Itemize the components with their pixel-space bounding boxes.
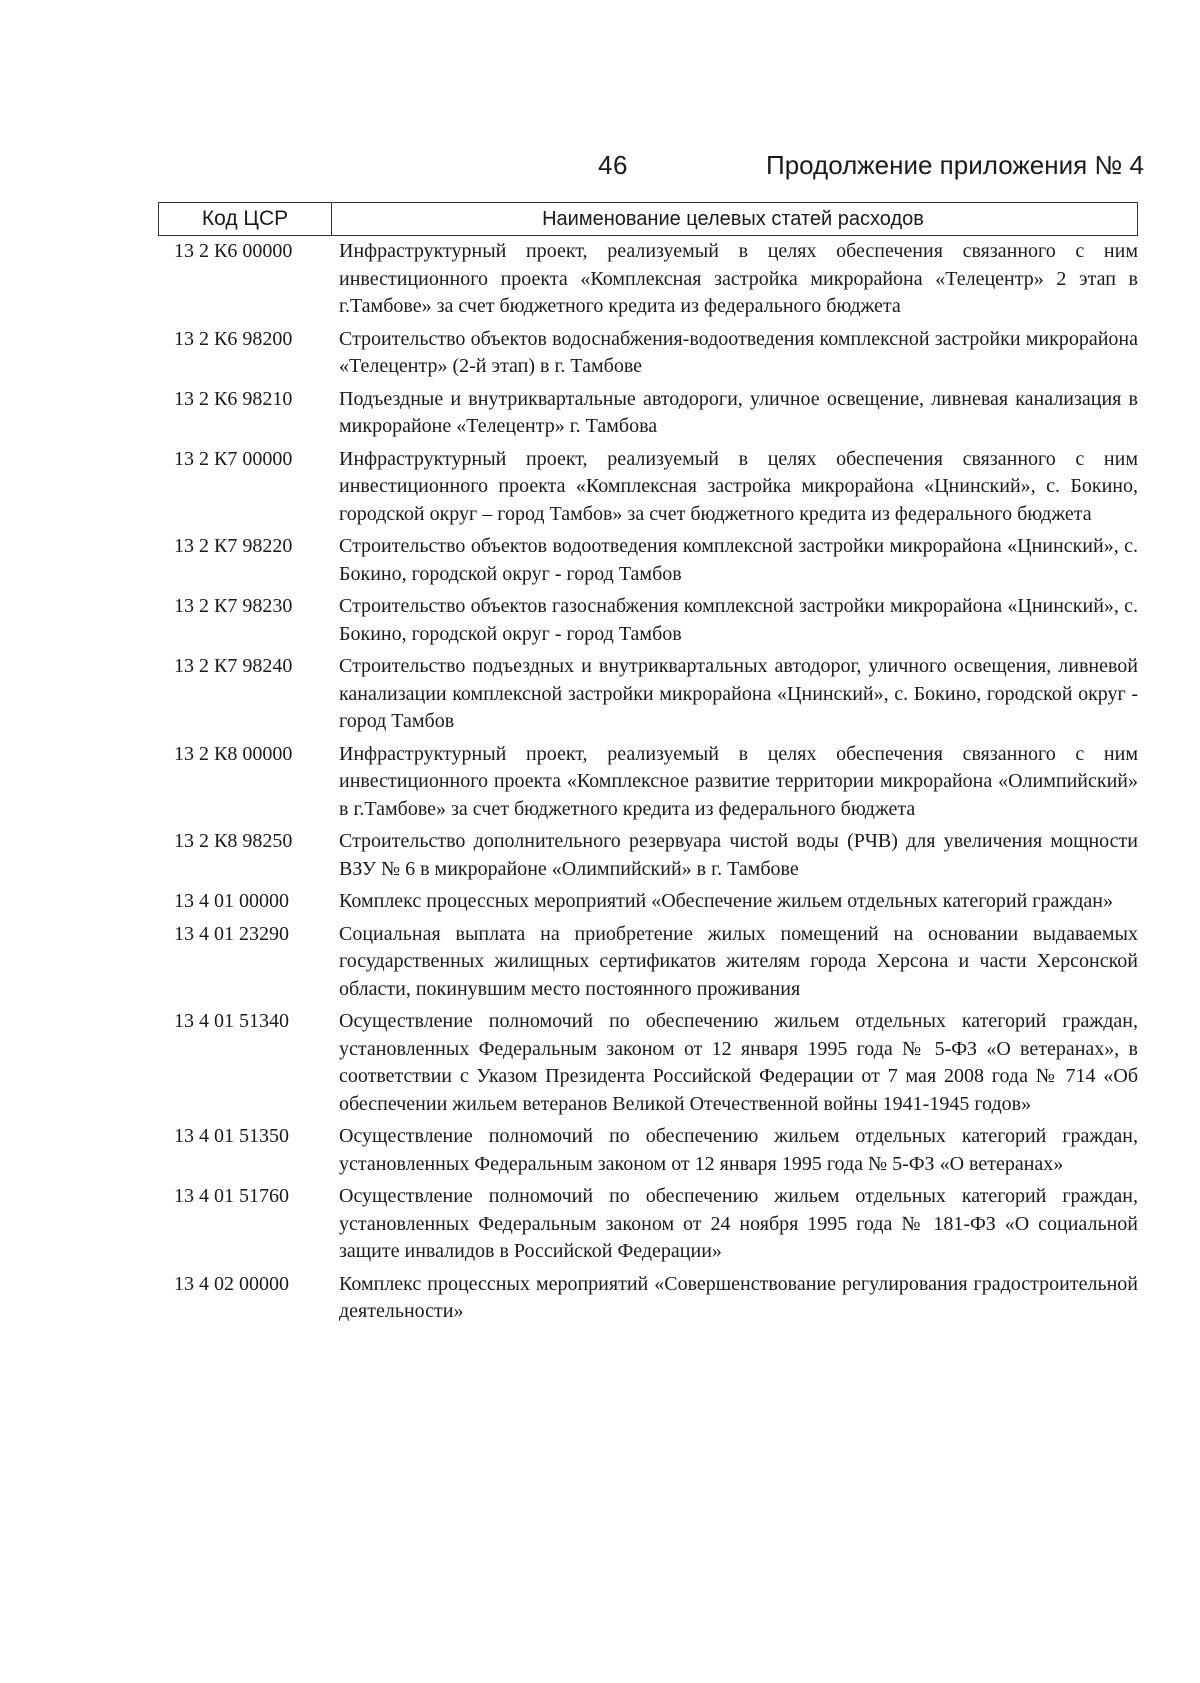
column-header-name: Наименование целевых статей расходов: [542, 208, 924, 230]
row-code: 13 2 К6 98200: [174, 327, 293, 350]
row-code: 13 2 К7 98230: [174, 595, 293, 617]
table-header: [158, 202, 1138, 236]
row-code: 13 2 К6 98210: [174, 387, 293, 410]
appendix-continuation-title: Продолжение приложения № 4: [766, 150, 1144, 180]
row-code: 13 2 К6 00000: [174, 240, 293, 262]
table-row: [174, 533, 1144, 588]
row-name: Инфраструктурный проект, реализуемый в целях обеспечения связанного с ним инвестиционного проекта «Комплексное развитие территории микрорайона «Олимпийский» в г.Тамбове» за счет бюджетного кредита из федерального бюджета: [339, 742, 1138, 820]
row-code: 13 4 01 23290: [174, 922, 289, 945]
row-name: Осуществление полномочий по обеспечению жильем отдельных категорий граждан, установленных Федеральным законом от 12 января 1995 года № 5-ФЗ «О ветеранах»: [339, 1125, 1138, 1175]
row-name: Комплекс процессных мероприятий «Совершенствование регулирования градостроительной деятельности»: [339, 1272, 1138, 1322]
table-row: [174, 921, 1144, 1004]
row-name: Инфраструктурный проект, реализуемый в целях обеспечения связанного с ним инвестиционного проекта «Комплексная застройка микрорайона «Цнинский», с. Бокино, городской округ – город Тамбов» за счет бюджетного кредита из федерального бюджета: [339, 447, 1138, 525]
row-code: 13 4 02 00000: [174, 1272, 289, 1295]
page-number: 46: [598, 150, 628, 180]
table-row: [174, 593, 1144, 648]
table-row: [174, 326, 1144, 381]
row-code: 13 4 01 51340: [174, 1010, 289, 1032]
row-name: Строительство подъездных и внутриквартальных автодорог, уличного освещения, ливневой канализации комплексной застройки микрорайона «Цнинский», с. Бокино, городской округ - город Тамбов: [339, 655, 1138, 732]
row-code: 13 4 01 51760: [174, 1185, 289, 1207]
row-name: Строительство объектов водоотведения комплексной застройки микрорайона «Цнинский», с. Бокино, городской округ - город Тамбов: [339, 535, 1138, 585]
row-name: Осуществление полномочий по обеспечению жильем отдельных категорий граждан, установленных Федеральным законом от 24 ноября 1995 года № 181-ФЗ «О социальной защите инвалидов в Российской Федерации»: [339, 1185, 1138, 1262]
table-row: [174, 1123, 1144, 1178]
row-code: 13 2 К7 98240: [174, 655, 293, 677]
table-row: [174, 653, 1144, 736]
table-row: [174, 1271, 1144, 1326]
row-name: Строительство дополнительного резервуара чистой воды (РЧВ) для увеличения мощности ВЗУ № 6 в микрорайоне «Олимпийский» в г. Тамбове: [339, 830, 1138, 880]
row-name: Осуществление полномочий по обеспечению жильем отдельных категорий граждан, установленных Федеральным законом от 12 января 1995 года № 5-ФЗ «О ветеранах», в соответствии с Указом Президента Российской Федерации от 7 мая 2008 года № 714 «Об обеспечении жильем ветеранов Великой Отечественной войны 1941-1945 годов»: [339, 1010, 1138, 1115]
table-row: [174, 1008, 1144, 1118]
row-code: 13 2 К8 00000: [174, 742, 293, 765]
table-row: [174, 888, 1144, 916]
table-row: [174, 741, 1144, 824]
row-code: 13 4 01 51350: [174, 1125, 289, 1147]
row-code: 13 4 01 00000: [174, 890, 289, 912]
row-name: Строительство объектов газоснабжения комплексной застройки микрорайона «Цнинский», с. Бокино, городской округ - город Тамбов: [339, 595, 1138, 645]
table-row: [174, 446, 1144, 529]
table-row: [174, 828, 1144, 883]
row-name: Комплекс процессных мероприятий «Обеспечение жильем отдельных категорий граждан»: [339, 890, 1113, 912]
row-name: Подъездные и внутриквартальные автодороги, уличное освещение, ливневая канализация в микрорайоне «Телецентр» г. Тамбова: [339, 387, 1138, 437]
table-body: [174, 238, 1144, 1326]
column-divider: [331, 203, 332, 235]
row-name: Инфраструктурный проект, реализуемый в целях обеспечения связанного с ним инвестиционного проекта «Комплексная застройка микрорайона «Телецентр» 2 этап в г.Тамбове» за счет бюджетного кредита из федерального бюджета: [339, 240, 1138, 317]
column-header-code: Код ЦСР: [201, 207, 289, 230]
table-row: [174, 1183, 1144, 1266]
table-row: [174, 386, 1144, 441]
row-code: 13 2 К7 98220: [174, 535, 293, 557]
row-name: Социальная выплата на приобретение жилых помещений на основании выдаваемых государственных жилищных сертификатов жителям города Херсона и части Херсонской области, покинувшим место постоянного проживания: [339, 922, 1138, 1000]
row-code: 13 2 К8 98250: [174, 830, 293, 852]
row-code: 13 2 К7 00000: [174, 447, 293, 470]
table-row: [174, 238, 1144, 321]
row-name: Строительство объектов водоснабжения-водоотведения комплексной застройки микрорайона «Телецентр» (2-й этап) в г. Тамбове: [339, 327, 1138, 377]
